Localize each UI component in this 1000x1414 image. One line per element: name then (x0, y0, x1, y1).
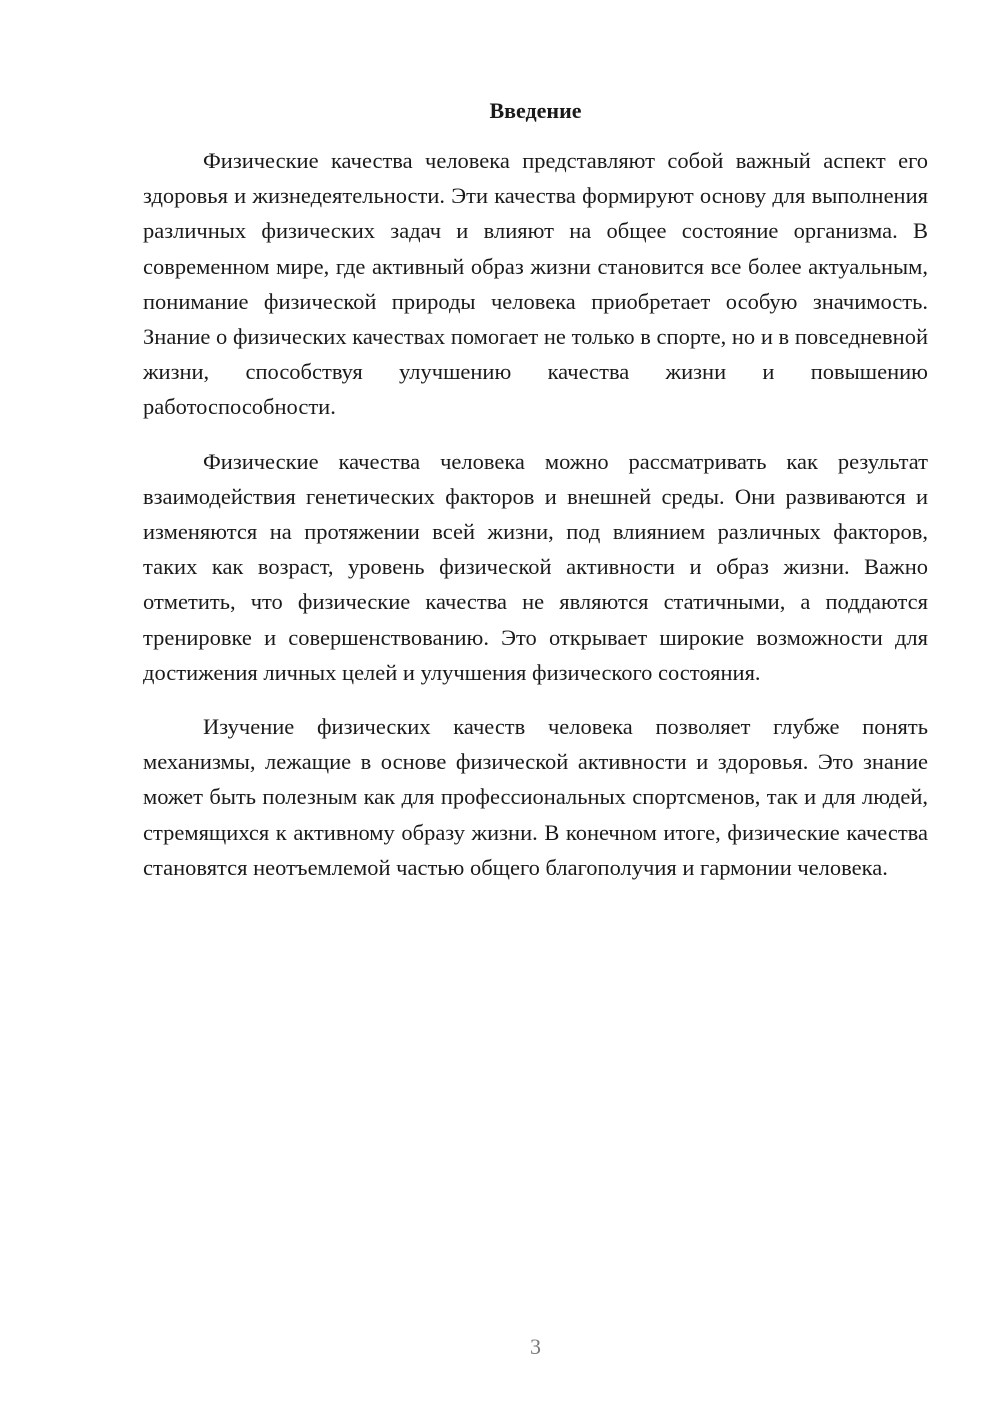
page-number: 3 (530, 1334, 541, 1359)
paragraph-3: Изучение физических качеств человека позволяет глубже понять механизмы, лежащие в основе физической активности и здоровья. Это знание может быть полезным как для профессиональных спортсменов, так и для людей, стремящихся к активному образу жизни. В конечном итоге, физические качества становятся неотъемлемой частью общего благополучия и гармонии человека. (143, 714, 928, 880)
section-heading: Введение (489, 98, 582, 123)
paragraph-1: Физические качества человека представляют собой важный аспект его здоровья и жизнедеятельности. Эти качества формируют основу для выполнения различных физических задач и влияют на общее состояние организма. В современном мире, где активный образ жизни становится все более актуальным, понимание физической природы человека приобретает особую значимость. Знание о физических качествах помогает не только в спорте, но и в повседневной жизни, способствуя улучшению качества жизни и повышению работоспособности. (143, 148, 928, 420)
paragraph-2: Физические качества человека можно рассматривать как результат взаимодействия генетических факторов и внешней среды. Они развиваются и изменяются на протяжении всей жизни, под влиянием различных факторов, таких как возраст, уровень физической активности и образ жизни. Важно отметить, что физические качества не являются статичными, а поддаются тренировке и совершенствованию. Это открывает широкие возможности для достижения личных целей и улучшения физического состояния. (143, 448, 928, 685)
body-text (143, 143, 928, 885)
